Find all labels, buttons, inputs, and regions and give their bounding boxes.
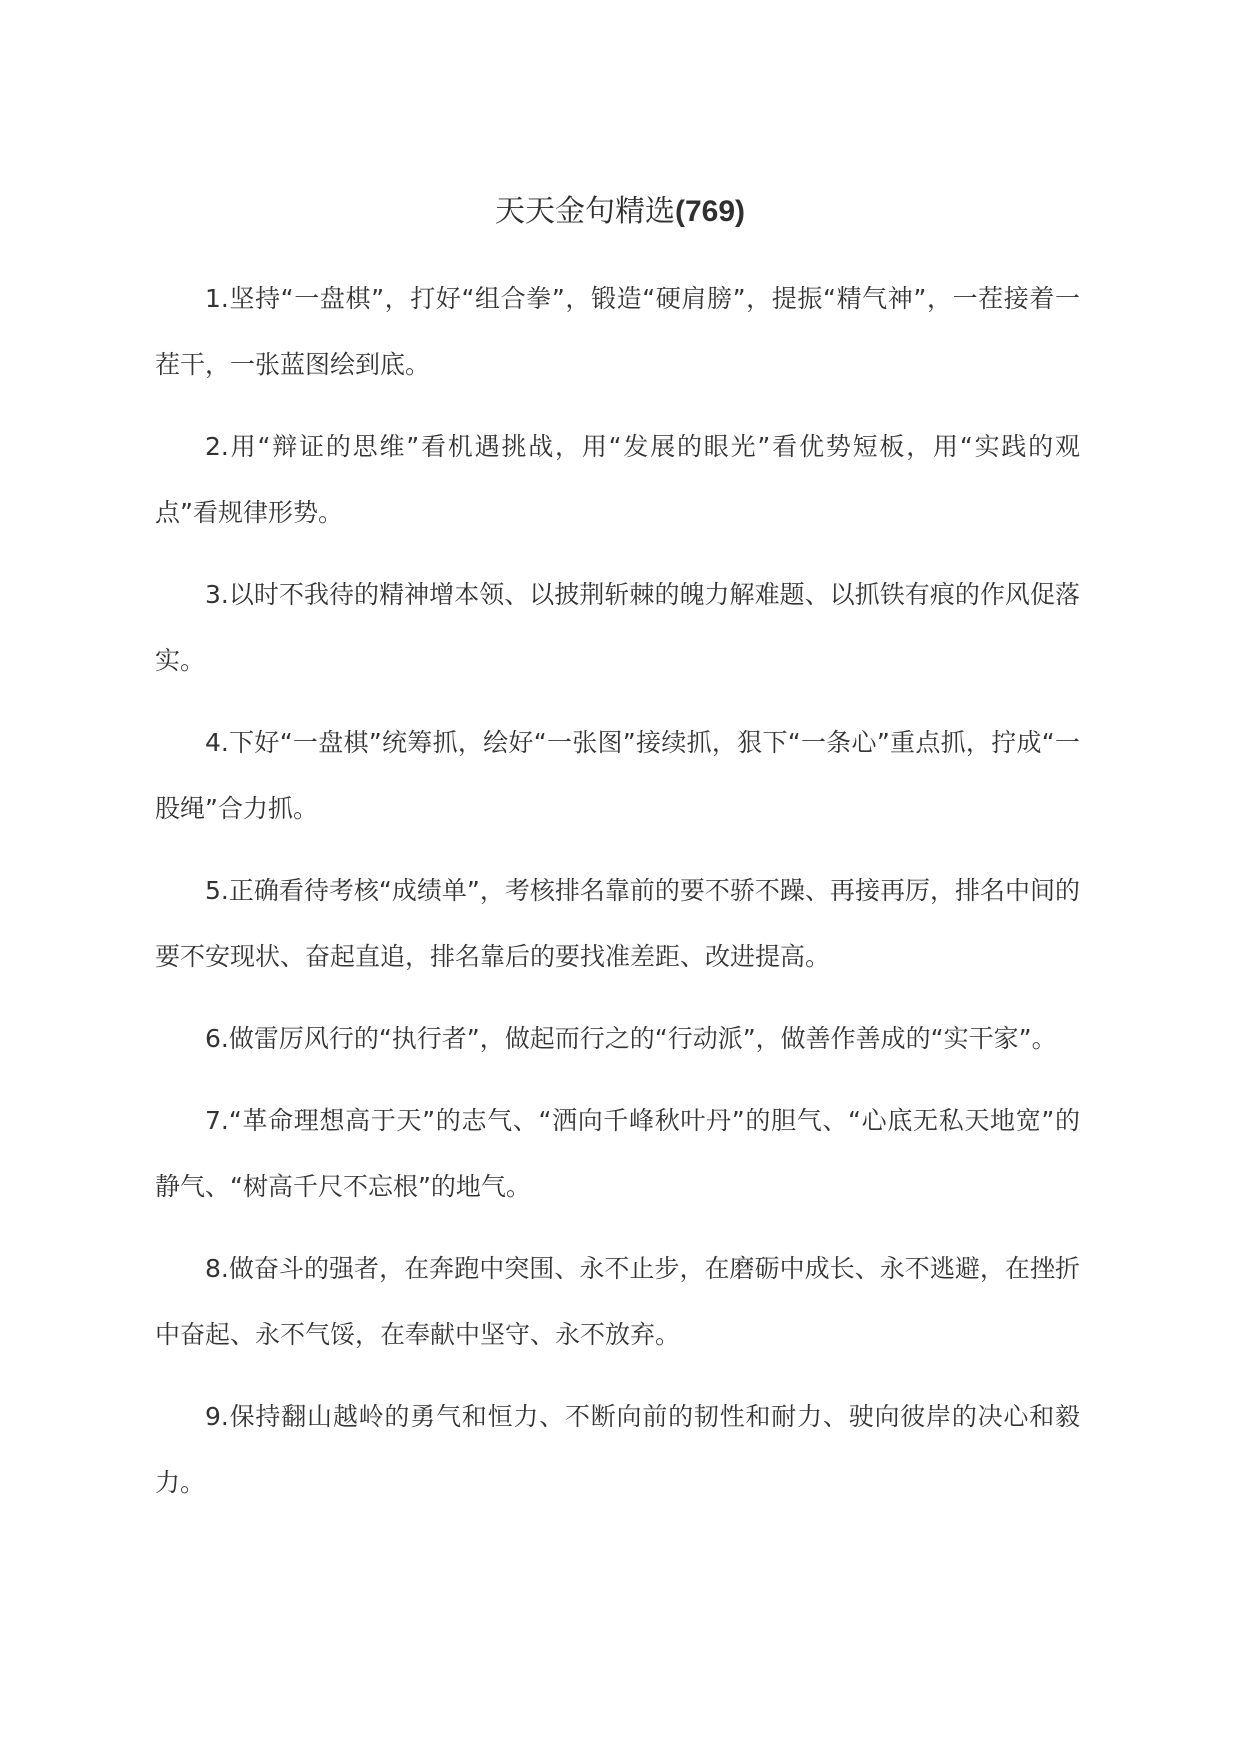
page-title bbox=[0, 190, 1240, 234]
paragraph-5: 5.正确看待考核“成绩单”，考核排名靠前的要不骄不躁、再接再厉，排名中间的要不安现状、奋起直追，排名靠后的要找准差距、改进提高。 bbox=[155, 876, 1080, 971]
title-number: (769) bbox=[674, 195, 746, 228]
title-text: 天天金句精选 bbox=[494, 194, 675, 229]
paragraph-6: 6.做雷厉风行的“执行者”，做起而行之的“行动派”，做善作善成的“实干家”。 bbox=[205, 1024, 1057, 1053]
paragraph-2: 2.用“辩证的思维”看机遇挑战，用“发展的眼光”看优势短板，用“实践的观点”看规律形势。 bbox=[155, 432, 1080, 527]
document-body bbox=[155, 266, 1080, 1532]
paragraph-7: 7.“革命理想高于天”的志气、“洒向千峰秋叶丹”的胆气、“心底无私天地宽”的静气、“树高千尺不忘根”的地气。 bbox=[155, 1106, 1080, 1201]
paragraph-1: 1.坚持“一盘棋”，打好“组合拳”，锻造“硬肩膀”，提振“精气神”，一茬接着一茬干，一张蓝图绘到底。 bbox=[155, 284, 1080, 379]
paragraph-8: 8.做奋斗的强者，在奔跑中突围、永不止步，在磨砺中成长、永不逃避，在挫折中奋起、永不气馁，在奉献中坚守、永不放弃。 bbox=[155, 1254, 1080, 1349]
paragraph-3: 3.以时不我待的精神增本领、以披荆斩棘的魄力解难题、以抓铁有痕的作风促落实。 bbox=[155, 580, 1080, 675]
paragraph-9: 9.保持翻山越岭的勇气和恒力、不断向前的韧性和耐力、驶向彼岸的决心和毅力。 bbox=[155, 1402, 1080, 1497]
paragraph-4: 4.下好“一盘棋”统筹抓，绘好“一张图”接续抓，狠下“一条心”重点抓，拧成“一股绳”合力抓。 bbox=[155, 728, 1080, 823]
